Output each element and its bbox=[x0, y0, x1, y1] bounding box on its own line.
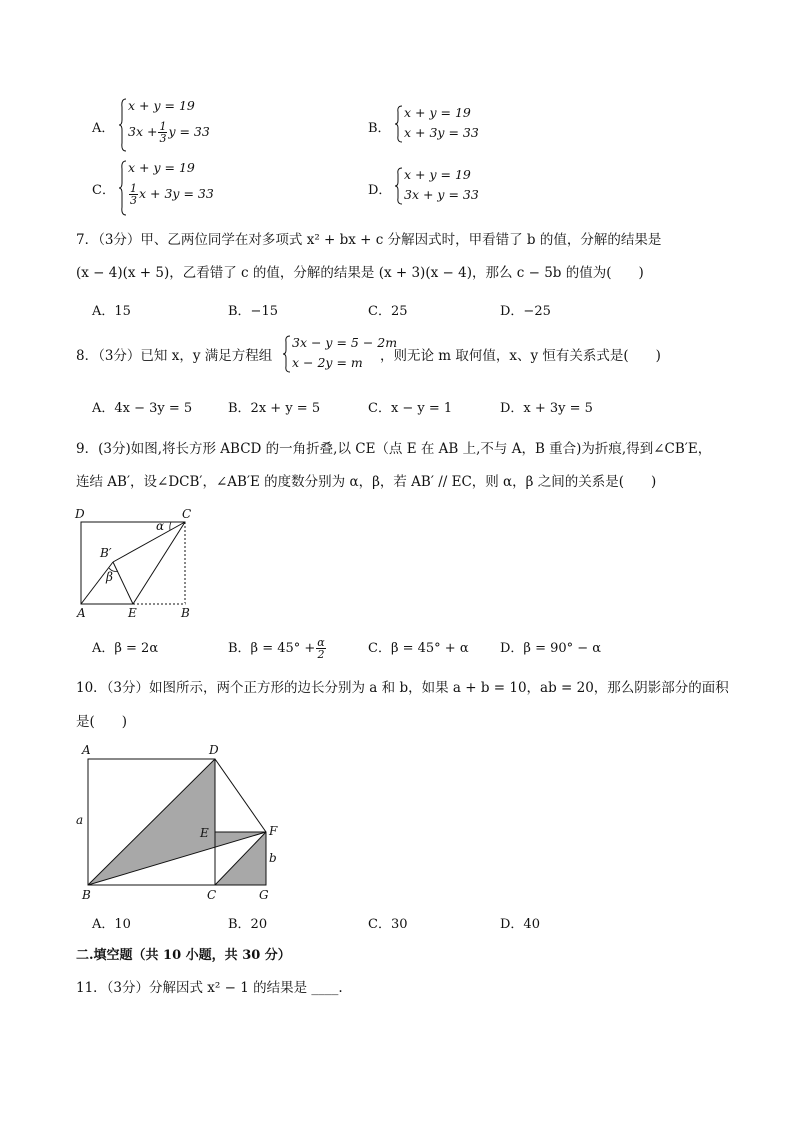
q7-option-d: D．−25 bbox=[500, 304, 551, 319]
label-d: D bbox=[75, 507, 85, 521]
q6-option-a-system bbox=[118, 97, 218, 153]
q8-post: ，则无论 m 取何值，x、y 恒有关系式是( ) bbox=[380, 348, 661, 364]
q8-system bbox=[282, 334, 398, 374]
brace-icon bbox=[394, 166, 404, 206]
q9-option-c: C．β = 45° + α bbox=[368, 641, 469, 656]
q6-option-d-eq1: x + y = 19 bbox=[404, 167, 471, 182]
label-e: E bbox=[128, 606, 137, 620]
q7-option-b: B．−15 bbox=[228, 304, 278, 319]
q10-option-d: D．40 bbox=[500, 917, 540, 932]
q6-option-b-eq1: x + y = 19 bbox=[404, 105, 471, 120]
label-g: G bbox=[259, 888, 269, 902]
label-b: B bbox=[82, 888, 91, 902]
q8-option-c: C．x − y = 1 bbox=[368, 401, 453, 416]
q7-option-c: C．25 bbox=[368, 304, 408, 319]
label-c: C bbox=[207, 888, 217, 902]
q9-figure bbox=[70, 505, 210, 620]
q6-option-a-eq2: 3x + $\frac{1}{3}$ y = 33 bbox=[128, 120, 210, 145]
q7-option-a: A．15 bbox=[92, 304, 131, 319]
q8-pre: 8．（3分）已知 x，y 满足方程组 bbox=[76, 348, 273, 364]
q7-line1: 7．（3分）甲、乙两位同学在对多项式 x² + bx + c 分解因式时，甲看错了 b 的值，分解的结果是 bbox=[76, 232, 662, 248]
q8-eq1: 3x − y = 5 − 2m bbox=[292, 335, 398, 350]
q10-option-c: C．30 bbox=[368, 917, 408, 932]
q9-option-d: D．β = 90° − α bbox=[500, 641, 602, 656]
q6-option-c-eq1: x + y = 19 bbox=[128, 160, 195, 175]
q10-option-a: A．10 bbox=[92, 917, 131, 932]
q6-option-d-system bbox=[394, 166, 494, 206]
label-a: A bbox=[82, 743, 91, 757]
label-side-b: b bbox=[269, 851, 277, 865]
segment-cbp bbox=[113, 522, 185, 562]
q8-option-b: B．2x + y = 5 bbox=[228, 401, 321, 416]
label-a: A bbox=[77, 606, 86, 620]
label-beta: β bbox=[106, 570, 113, 584]
brace-icon bbox=[118, 97, 128, 153]
q6-option-b-label: B． bbox=[368, 121, 391, 136]
label-f: F bbox=[269, 824, 278, 838]
q8-eq2: x − 2y = m bbox=[292, 355, 363, 370]
q6-option-c-eq2: $\frac{1}{3}$ x + 3y = 33 bbox=[130, 182, 214, 207]
q6-option-a-eq1: x + y = 19 bbox=[128, 98, 195, 113]
q11-text: 11．（3分）分解因式 x² − 1 的结果是 ____. bbox=[76, 980, 343, 996]
q6-option-a-label: A． bbox=[92, 121, 115, 136]
segment-ce bbox=[133, 522, 185, 604]
q9-option-b: B．β = 45° + $\frac{\alpha}{2}$ bbox=[228, 636, 325, 661]
q10-line1: 10．（3分）如图所示，两个正方形的边长分别为 a 和 b，如果 a + b = 10，ab = 20，那么阴影部分的面积 bbox=[76, 680, 729, 696]
section-2-heading: 二.填空题（共 10 小题，共 30 分） bbox=[76, 948, 291, 963]
label-b-prime: B′ bbox=[100, 546, 112, 560]
q6-option-d-label: D． bbox=[368, 183, 392, 198]
segment-bpe bbox=[113, 562, 133, 604]
label-side-a: a bbox=[76, 813, 84, 827]
q6-option-d-eq2: 3x + y = 33 bbox=[404, 187, 479, 202]
q10-figure bbox=[70, 740, 290, 905]
label-c: C bbox=[182, 507, 192, 521]
label-alpha: α bbox=[156, 519, 165, 533]
brace-icon bbox=[118, 159, 128, 217]
label-d: D bbox=[209, 743, 219, 757]
rectangle-abcd bbox=[81, 522, 185, 604]
q9-line2: 连结 AB′，设∠DCB′，∠AB′E 的度数分别为 α，β，若 AB′ // EC，则 α，β 之间的关系是( ) bbox=[76, 474, 657, 490]
q8-option-a: A．4x − 3y = 5 bbox=[92, 401, 193, 416]
label-e: E bbox=[200, 826, 209, 840]
q6-option-c-label: C． bbox=[92, 183, 115, 198]
q10-option-b: B．20 bbox=[228, 917, 268, 932]
q10-line2: 是( ) bbox=[76, 714, 128, 730]
brace-icon bbox=[282, 334, 292, 374]
q7-line2: (x − 4)(x + 5)，乙看错了 c 的值，分解的结果是 (x + 3)(x − 4)，那么 c − 5b 的值为( ) bbox=[76, 265, 644, 281]
q6-option-c-system bbox=[118, 159, 218, 217]
brace-icon bbox=[394, 104, 404, 144]
label-b: B bbox=[181, 606, 190, 620]
q8-option-d: D．x + 3y = 5 bbox=[500, 401, 593, 416]
q6-option-b-system bbox=[394, 104, 494, 144]
q9-option-a: A．β = 2α bbox=[92, 641, 159, 656]
q6-option-b-eq2: x + 3y = 33 bbox=[404, 125, 479, 140]
q9-line1: 9．(3分)如图,将长方形 ABCD 的一角折叠,以 CE（点 E 在 AB 上,不与 A，B 重合)为折痕,得到∠CB′E， bbox=[76, 441, 712, 457]
